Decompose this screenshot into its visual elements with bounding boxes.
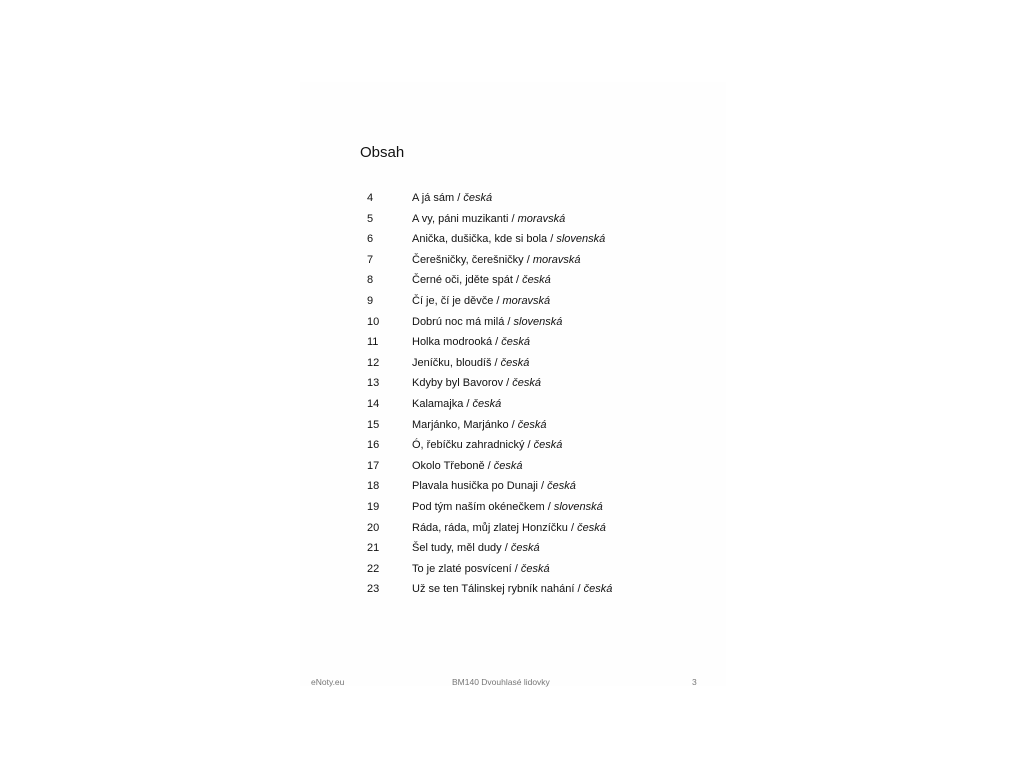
toc-entry-song-title: Anička, dušička, kde si bola (412, 233, 548, 246)
toc-entry-page-number: 19 (367, 500, 380, 513)
toc-entry-song-title: Plavala husička po Dunaji (412, 480, 538, 493)
toc-entry-title-line (412, 270, 551, 291)
toc-entry-song-title: Okolo Třeboně (412, 459, 485, 472)
toc-entry-origin: česká (583, 583, 613, 596)
toc-entry[interactable] (300, 579, 726, 600)
toc-entry-title-line (412, 332, 530, 353)
toc-entry[interactable] (300, 476, 726, 497)
toc-entry-origin: česká (547, 480, 576, 493)
toc-entry[interactable] (300, 312, 726, 333)
toc-entry-title-line (412, 518, 606, 539)
toc-entry[interactable] (300, 250, 726, 271)
toc-entry-separator: / (574, 583, 584, 596)
toc-entry-title-line (412, 579, 612, 600)
toc-entry-page-number: 11 (367, 336, 379, 349)
page-footer (0, 677, 1024, 691)
toc-entry-origin: slovenská (556, 233, 606, 246)
toc-entry-origin: česká (500, 356, 530, 369)
toc-entry-song-title: Čerešničky, čerešničky (412, 253, 524, 266)
toc-entry-separator: / (454, 192, 464, 204)
toc-entry-title-line (412, 188, 492, 209)
toc-entry-song-title: Pod tým naším okénečkem (412, 500, 545, 513)
toc-entry-separator: / (491, 356, 501, 369)
footer-page-number: 3 (692, 677, 697, 687)
toc-entry[interactable] (300, 559, 726, 580)
toc-entry-song-title: Ráda, ráda, můj zlatej Honzíčku (412, 521, 568, 534)
page-title: Obsah (360, 144, 405, 161)
toc-entry-page-number: 17 (367, 459, 380, 472)
toc-entry-separator: / (537, 480, 548, 493)
toc-entry-separator: / (523, 253, 533, 266)
toc-entry-origin: česká (510, 542, 540, 555)
toc-entry-song-title: A já sám (412, 192, 455, 204)
toc-entry-separator: / (508, 418, 518, 431)
toc-entry[interactable] (300, 415, 726, 436)
toc-entry-origin: moravská (532, 253, 581, 266)
footer-publisher: eNoty.eu (311, 677, 345, 687)
toc-entry-page-number: 18 (367, 480, 380, 493)
toc-entry[interactable] (300, 394, 726, 415)
toc-entry-page-number: 7 (367, 253, 374, 266)
toc-entry-separator: / (463, 397, 473, 410)
toc-entry-origin: moravská (502, 294, 551, 307)
toc-entry-title-line (412, 559, 550, 580)
toc-entry-page-number: 12 (367, 356, 380, 369)
toc-entry[interactable] (300, 188, 726, 209)
toc-entry[interactable] (300, 353, 726, 374)
toc-entry-origin: moravská (517, 212, 566, 225)
toc-entry-song-title: Černé oči, jděte spát (412, 274, 513, 287)
toc-entry-origin: česká (522, 274, 551, 287)
toc-entry-separator: / (501, 542, 511, 555)
toc-entry-origin: česká (463, 192, 493, 204)
toc-entry-song-title: Marjánko, Marjánko (412, 418, 509, 431)
toc-entry-page-number: 10 (367, 315, 380, 328)
toc-entry-title-line (412, 209, 565, 230)
toc-entry-song-title: Ó, řebíčku zahradnický (412, 439, 525, 452)
toc-entry-song-title: A vy, páni muzikanti (412, 212, 509, 225)
toc-entry-separator: / (492, 336, 502, 349)
toc-entry-origin: česká (517, 418, 547, 431)
toc-entry-separator: / (524, 439, 534, 452)
toc-entry-song-title: Čí je, čí je děvče (412, 294, 494, 307)
table-of-contents (300, 188, 726, 600)
toc-entry-title-line (412, 353, 529, 374)
toc-entry-separator: / (512, 274, 523, 287)
toc-entry-title-line (412, 538, 540, 559)
toc-entry[interactable] (300, 229, 726, 250)
toc-entry-page-number: 15 (367, 418, 380, 431)
toc-entry[interactable] (300, 435, 726, 456)
toc-entry[interactable] (300, 456, 726, 477)
toc-entry-page-number: 5 (367, 212, 374, 225)
toc-entry-song-title: Kdyby byl Bavorov (412, 377, 504, 390)
toc-entry-page-number: 14 (367, 397, 380, 410)
toc-entry-origin: slovenská (553, 500, 603, 513)
toc-entry-title-line (412, 312, 562, 333)
toc-entry-separator: / (508, 212, 518, 225)
toc-entry-title-line (412, 394, 501, 415)
toc-entry[interactable] (300, 373, 726, 394)
toc-entry-song-title: Holka modrooká (412, 336, 493, 349)
toc-entry-page-number: 13 (367, 377, 380, 390)
toc-entry[interactable] (300, 270, 726, 291)
toc-entry-separator: / (511, 562, 521, 575)
toc-entry-origin: slovenská (513, 315, 563, 328)
toc-entry-title-line (412, 229, 605, 250)
toc-entry-page-number: 8 (367, 274, 374, 287)
toc-entry-page-number: 22 (367, 562, 380, 575)
toc-entry-title-line (412, 497, 603, 518)
toc-entry[interactable] (300, 538, 726, 559)
toc-entry-separator: / (503, 377, 513, 390)
toc-entry-origin: česká (472, 397, 502, 410)
toc-entry-song-title: Už se ten Tálinskej rybník nahání (412, 583, 575, 596)
toc-entry-separator: / (493, 294, 503, 307)
toc-entry-origin: česká (493, 459, 523, 472)
toc-entry[interactable] (300, 518, 726, 539)
toc-entry-separator: / (544, 500, 554, 513)
toc-entry-title-line (412, 435, 562, 456)
toc-entry-page-number: 9 (367, 294, 374, 307)
toc-entry[interactable] (300, 291, 726, 312)
toc-entry-origin: česká (512, 377, 542, 390)
toc-entry[interactable] (300, 497, 726, 518)
toc-entry-origin: česká (520, 562, 550, 575)
toc-entry-origin: česká (577, 521, 606, 534)
toc-entry-separator: / (504, 315, 514, 328)
toc-entry-song-title: To je zlaté posvícení (412, 562, 512, 575)
toc-entry[interactable] (300, 209, 726, 230)
toc-entry-page-number: 6 (367, 233, 374, 246)
toc-entry[interactable] (300, 332, 726, 353)
document-page (300, 82, 726, 686)
toc-entry-separator: / (484, 459, 494, 472)
footer-book-title: BM140 Dvouhlasé lidovky (452, 677, 550, 687)
toc-entry-song-title: Šel tudy, měl dudy (412, 542, 502, 555)
toc-entry-separator: / (547, 233, 557, 246)
toc-entry-title-line (412, 415, 547, 436)
toc-entry-song-title: Dobrú noc má milá (412, 315, 505, 328)
toc-entry-page-number: 16 (367, 439, 380, 452)
toc-entry-page-number: 4 (367, 192, 374, 204)
toc-entry-separator: / (567, 521, 578, 534)
toc-entry-title-line (412, 373, 541, 394)
toc-entry-title-line (412, 250, 581, 271)
toc-entry-origin: česká (501, 336, 531, 349)
toc-entry-page-number: 20 (367, 521, 380, 534)
toc-entry-origin: česká (533, 439, 563, 452)
toc-entry-page-number: 23 (367, 583, 380, 596)
toc-entry-page-number: 21 (367, 542, 380, 555)
toc-entry-title-line (412, 291, 550, 312)
toc-entry-song-title: Kalamajka (412, 397, 464, 410)
toc-entry-title-line (412, 456, 523, 477)
toc-entry-song-title: Jeníčku, bloudíš (412, 356, 492, 369)
toc-entry-title-line (412, 476, 576, 497)
